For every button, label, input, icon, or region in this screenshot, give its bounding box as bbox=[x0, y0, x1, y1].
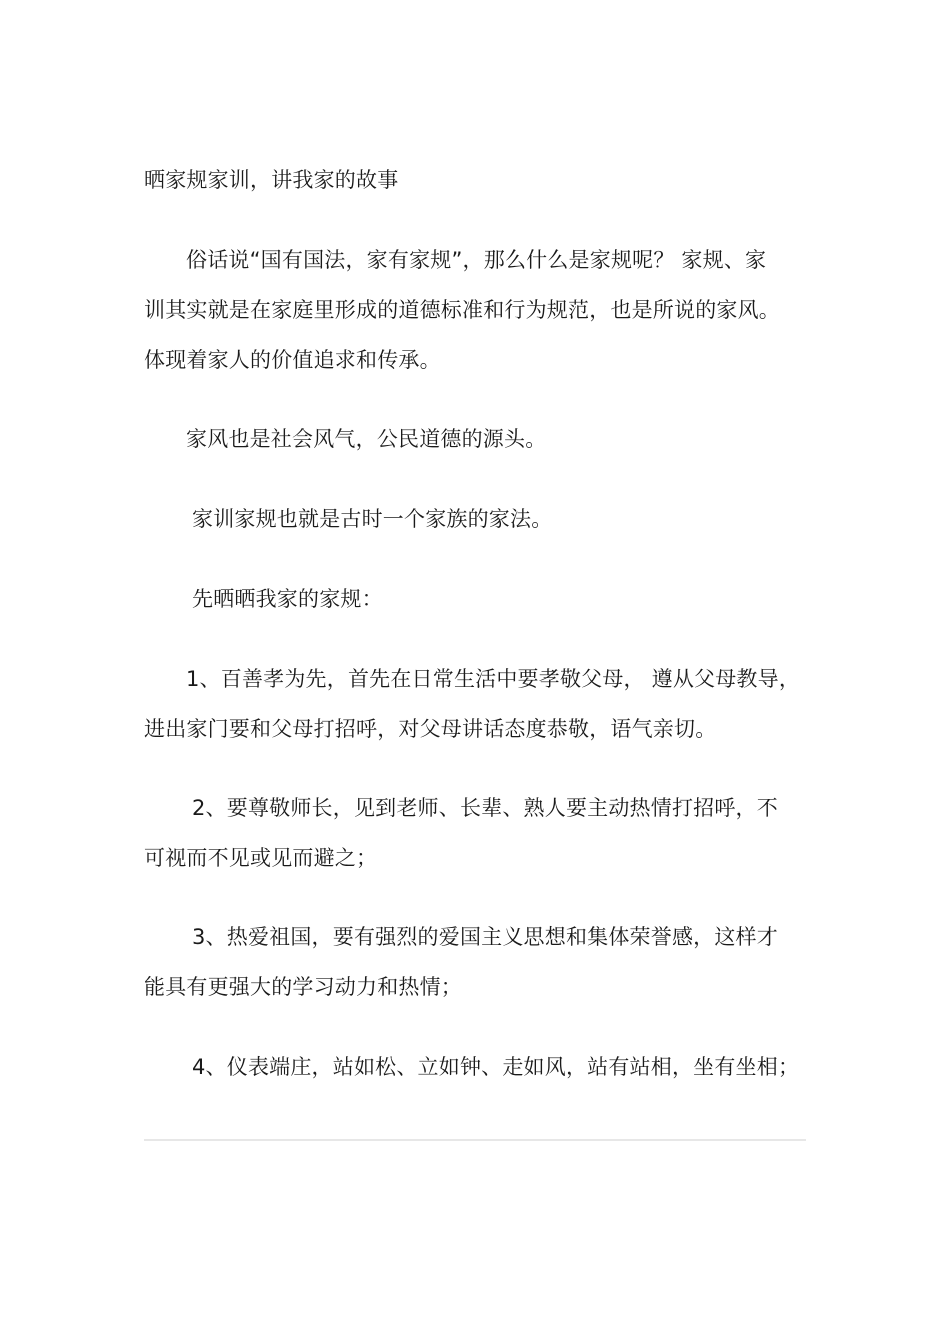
paragraph-line: 可视而不见或见而避之； bbox=[144, 846, 378, 870]
paragraph-line: 3、热爱祖国，要有强烈的爱国主义思想和集体荣誉感，这样才 bbox=[192, 925, 778, 949]
paragraph-line: 家风也是社会风气，公民道德的源头。 bbox=[186, 427, 547, 451]
paragraph-line: 能具有更强大的学习动力和热情； bbox=[144, 975, 462, 999]
paragraph-line: 训其实就是在家庭里形成的道德标准和行为规范，也是所说的家风。 bbox=[144, 298, 780, 322]
paragraph-line: 体现着家人的价值追求和传承。 bbox=[144, 348, 441, 372]
paragraph-line: 家训家规也就是古时一个家族的家法。 bbox=[192, 507, 553, 531]
paragraph-line: 4、仪表端庄，站如松、立如钟、走如风，站有站相，坐有坐相； bbox=[192, 1055, 800, 1079]
paragraph-line: 进出家门要和父母打招呼，对父母讲话态度恭敬，语气亲切。 bbox=[144, 717, 717, 741]
paragraph-line: 先晒晒我家的家规： bbox=[192, 587, 383, 611]
paragraph-line: 1、百善孝为先，首先在日常生活中要孝敬父母， 遵从父母教导， bbox=[186, 667, 801, 691]
paragraph-line: 2、要尊敬师长，见到老师、长辈、熟人要主动热情打招呼，不 bbox=[192, 796, 778, 820]
document-title: 晒家规家训，讲我家的故事 bbox=[144, 168, 399, 192]
paragraph-line: 俗话说“国有国法，家有家规”，那么什么是家规呢？ 家规、家 bbox=[186, 248, 767, 272]
page-divider bbox=[144, 1139, 806, 1141]
